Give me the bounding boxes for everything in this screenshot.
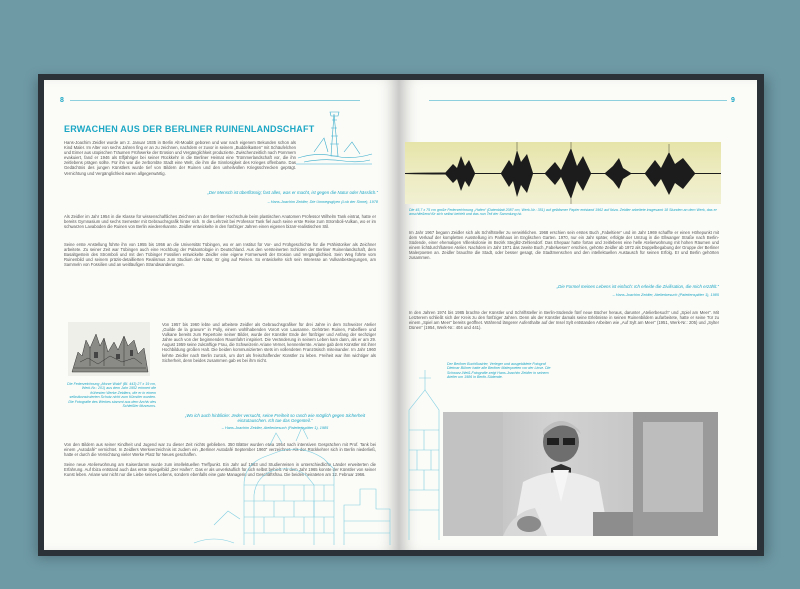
quote-2: „Wo ich auch hinblicke: Jeder versucht, seine Freiheit so rasch wie möglich gegen Sicherheit einzutauschen. Ich tue das Gegenteil.“ [184,413,366,424]
left-page-number: 8 [60,97,64,104]
artist-portrait-photo [443,412,718,536]
quote-1: „Der Mensch ist überflüssig; fast alles, was er macht, ist gegen die Natur oder hässlich.“ [207,190,378,195]
ruin-drawing-image [68,322,150,376]
right-header-rule [429,100,727,101]
paragraph-4: Von 1957 bis 1960 lebte und arbeitete Zeidler als Gebrauchsgrafiker für drei Jahre in dem Schweizer Atelier „Guilde de la gravure“ in Pully, einem wohlhabenden Vorort von Lausanne. Gehörten Ruinen, Fabelfiere und Vulkane bereits zum Repertoire seiner Bilder, wurde der Künstler Ende der fünfziger und Anfang der sechziger Jahre auch von der beginnenden Raumfahrt inspiriert. Die Veränderung in seinem Leben kam dann, als er am 29. August 1959 seine zukünftige Frau, die Schweizerin Ariane Vernet, kennenlernte. Ariane gab dem Künstler mit ihrer Hochbildung großen Halt. Die beiden kommunizierten stets im vollendeten Französisch miteinander. Im Jahr 1960 kehrte Zeidler nach Berlin zurück, um dort als freischaffender Künstler zu leben. Freiheit war ihm wichtiger als Sicherheit, denn beides zusammen gab es bei ihm nicht. [162,322,376,363]
harbor-drawing-image [405,142,721,204]
right-quote-1-attribution: – Hans-Joachim Zeidler, Atelierbesuch (Palettenspitter 1), 1985 [612,293,719,297]
right-page [399,80,757,550]
paragraph-2: Als Zeidler im Jahr 1954 in die Klasse für wissenschaftliches Zeichnen an der Berliner Hochschule beim plastischen Anatomen Professor Wilhelm Tank eintrat, hatte er bereits Gymnasium und sechs Semester mit Gebrauchsgrafik hinter sich. In die Lehrzeit bei Professor Tank fiel auch seine erste Reise zum Stromboli-Vulkan, wo er im schwarzen Lavaboden die Ruinen von Berlin wiedererkannte. Zeidler entwickelte in den fünfziger Jahren einen eigenen bizarr-realistischen Stil. [64,214,376,230]
left-header-rule [70,100,360,101]
left-page [44,80,399,550]
section-heading: ERWACHEN AUS DER BERLINER RUINENLANDSCHAFT [64,124,315,134]
paragraph-6: Seine neue Atelierwohnung am Kaiserdamm wurde zum intellektuellen Treffpunkt. Ein Jahr auf 1963 und Studienreisen in unterschiedliche Länder erweiterten die Erfahrung. Auf Ibiza entstand auch das erste Spiegelbild „Der Haifen“. Das er als unverkäuflich für sich selbst behielt. Ab dem Jahr 1965 konnte der Künstler von seiner Kunst leben. Ariane war nicht nur die Liebe seines Lebens, sondern ebenfalls eine gute Managerin und Geschäftsfrau. Die beiden heirateten am 12. Februar 1966. [64,462,376,478]
harbor-drawing-art [405,142,721,204]
harbor-image-caption: Die 45,7 x 75 cm große Federzeichnung „Hafen“ (Datenblatt 2087 cm, Werk-Nr.: 351) auf gelbfarner Papier entstand 1962 auf Ibiza. Zeidler arbeitete insgesamt 18 Stunden an dem Werk, das er anschließend für sich selbst behielt und das nun Teil der Sammlung ist. [409,208,717,217]
castle-sketch [184,425,399,550]
right-quote-1: „Die Formel meines Lebens ist einfach: Ich erleide die Zivilisation, die mich erzählt.“ [556,284,719,289]
right-paragraph-2: In den Jahren 1974 bis 1985 brachte der Künstler und Schriftsteller in Berlin-Südende fünf neue Bücher heraus, darunter „Atelierbesuch“ und „Spiel am Meer“. Mit Letzterem schließt sich der Kreis zu den fünfziger Jahren. Denn als der Künstler damals seine Erlebnisse in seinen Ruinenbildern aufarbeitete, hatte er seine Tür zu einem „Spiel am Meer“ bereits geöffnet. Während längerer Aufenthalte auf der Insel Sylt entstanden Arbeiten wie „Auf Sylt am Meer“ (1951, Werk-Nr.: 205) und „Sylter Dünen“ (1954, Werk-Nr.: 404 und 441). [409,310,719,331]
portrait-caption: Der Berliner Buchillustrier, Verleger und ausgebildete Fotograf Dietmar Bührer hatte alle Berliner Malerpoeten vor der Linse. Die Schwarz-Weiß-Fotografie zeigt Hans-Joachim Zeidler in seinem Atelier um 1986 in Berlin-Südende. [447,362,551,380]
lighthouse-sketch [294,108,374,166]
portrait-art [443,412,718,536]
quote-2-attribution: – Hans-Joachim Zeidler, Atelierbesuch (Palettenspitter 1), 1985 [221,426,329,430]
paragraph-5: Von den Bildern aus seiner Kindheit und Jugend war zu dieser Zeit nichts geblieben. 350 Blätter wurden etwa 1954 nach intensiven Gesprächen mit Prof. Tank bei einem „Autodafé“ vernichtet. In Zeidlers Werkverzeichnis ist zudem ein „Berliner Autodafé September 1960“ verzeichnet. Als der Rückkehrer sich in Berlin niederließ, hatte er durch die Vernichtung vieler Werke Platz für Neues geschaffen. [64,442,376,458]
intro-paragraph: Hans-Joachim Zeidler wurde am 2. Januar 1935 in Berlin Alt-Moabit geboren und war nach eigenem Bekunden schon als Kind Maler. Im Alter von sechs Jahren fing er an zu zeichnen, nachdem er zuvor in seinem „Buddelkasten“ mit Schäufelchen und Eimer aus utopischen Träumen Frühwerke der Erosion und Vergänglichkeit produzierte. Zwischenzeitlich nach Pommern evakuiert, fand er 1946 als Elfjähriger bei seiner Rückkehr in die Berliner Heimat eine Trümmerlandschaft vor, die ihn zeitlebens prägen sollte. Für ihn war die zerbombte Stadt eine Welt, die ihm die Sinnlosigkeit des Krieges offenbarte. Das Gedächtnis des jungen Künstlers wurde tief von Bildern der Ruinen und den unheilvollen Kriegsschrecken geprägt. Vernichtung und Vergänglichkeit waren allgegenwärtig. [64,140,296,176]
ruin-image-caption: Die Federzeichnung „Morze Wald“ (Bl. 443) 27 x 19 cm, Werk-Nr.: 201) aus dem Jahr 1952 erinnert die frühesten Werke Zeidlers, die er in einem selbstkonstruierten Schutz nicht zum Künstler wurden. Die Fotografie des Werkes stammt aus dem Archiv des Schleißler Museums. [67,382,156,409]
paragraph-3: Seine erste Anstellung führte ihn von 1955 bis 1956 an die Universität Tübingen, wo er am Institut für Vor- und Frühgeschichte für die Prähistoriker als Zeichner arbeitete. Zu seiner Zeit war Tübingen auch eine Hochburg der Paläontologie in Deutschland. Aus den versteinerten Schloten der Berliner Ruinenlandschaft, dem Basaltgestein des Stromboli und mit den Tübinger Fossilien entwickelte Zeidler eine eigene Formenwelt der Erosion und Vergänglichkeit. Sein Weg führte vom Ruinenbild und seinem präzis-detaillierten Realismus zum Studium der Natur, Er ging auf Reisen. So entwickelte sich sein Interesse an Vulkanbesteigungen, am Sammeln von Fossilien und an weitläufigen Strandwanderungen. [64,242,376,268]
quote-1-attribution: – Hans-Joachim Zeidler, Die Umwegsglyen (Lob der Sinne), 1978 [267,200,378,204]
right-paragraph-1: Im Jahr 1967 begann Zeidler sich als Schriftsteller zu verwirklichen. 1968 erschien sein erstes Buch „Fabeltiere“ und im Jahr 1969 schaffte er einen Höhepunkt mit dem Verkauf der kompletten Ausstellung im Parkhaus im Englischen Garten. 1970, nur ein Jahr später, erfolgte der Umzug in die Ellwanger Straße nach Berlin-Südende, einer ehemaligen Villenkolonie im Bezirk Steglitz-Zehlendorf. Das Ehepaar hatte fortan und zeitlebens eine helle Atelierwohnung mit hohen Räumen und einem lichtdurchfluteten Atelier. Nachdem im Jahr 1971 das zweite Buch „Fabelwesen“ erschien, gehörte Zeidler ab 1972 als Doppelbegabung der Gruppe der Berliner Malerpoeten an. Zeidler brauchte die Stadt, oder besser gesagt, die Stadtmenschen und den intellektuellen Austausch für seinen Erfolg. Er und Berlin gehörten zusammen. [409,230,719,261]
right-page-number: 9 [731,97,735,104]
